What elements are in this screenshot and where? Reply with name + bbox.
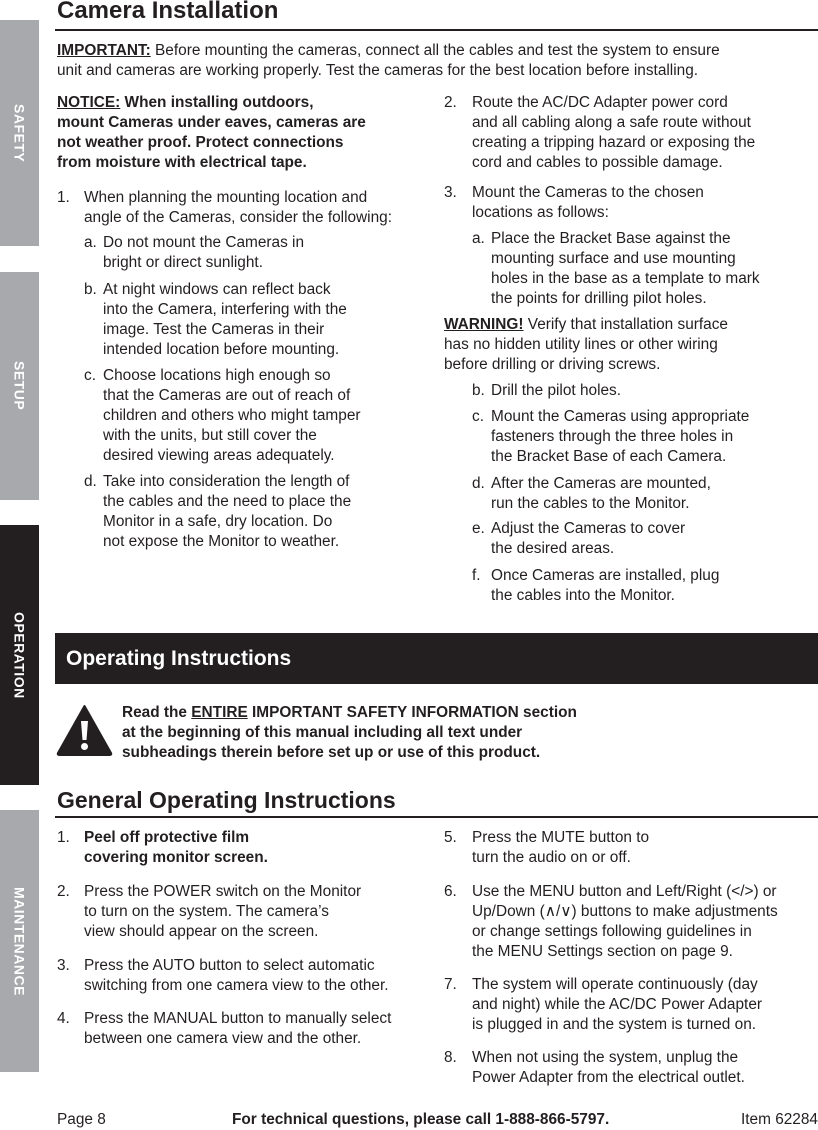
item-text: Choose locations high enough so that the Cameras are out of reach of children and others who might tamper with the units, but still cover the desired viewing areas adequately.	[103, 367, 361, 464]
notice	[57, 93, 366, 173]
item-text: Drill the pilot holes.	[491, 382, 622, 399]
side-tab-label: OPERATION	[11, 611, 28, 699]
support-phone: For technical questions, please call 1-888-866-5797.	[232, 1111, 610, 1128]
item-text: Use the MENU button and Left/Right (</>) or Up/Down (∧/∨) buttons to make adjustments or change settings following guidelines in the MENU Settings section on page 9.	[472, 883, 778, 960]
item-number-footer: Item 62284	[740, 1111, 818, 1128]
banner-title: Operating Instructions	[66, 647, 292, 670]
item-number: 8.	[444, 1049, 457, 1066]
side-tab-safety[interactable]	[0, 20, 39, 246]
notice-text: When installing outdoors, mount Cameras under eaves, cameras are not weather proof. Protect connections from moisture with electrical tape.	[57, 94, 366, 171]
item-text: Once Cameras are installed, plug the cables into the Monitor.	[491, 567, 720, 604]
safety-text: IMPORTANT SAFETY INFORMATION section at the beginning of this manual including all text under subheadings therein before set up or use of this product.	[122, 704, 577, 761]
item-number: 7.	[444, 976, 457, 993]
notice-label: NOTICE:	[57, 94, 121, 111]
item-number: b.	[472, 382, 485, 399]
item-number: a.	[84, 234, 97, 251]
item-number: e.	[472, 520, 485, 537]
item-number: c.	[472, 408, 484, 425]
warning-note	[444, 315, 728, 375]
section-title-camera-installation: Camera Installation	[57, 0, 279, 24]
item-number: 6.	[444, 883, 457, 900]
safety-info-notice	[122, 703, 577, 763]
side-tab-maintenance[interactable]	[0, 810, 39, 1072]
item-text: The system will operate continuously (day and night) while the AC/DC Power Adapter is plugged in and the system is turned on.	[472, 976, 763, 1033]
item-text: Mount the Cameras to the chosen locations as follows:	[472, 184, 704, 221]
safety-emphasis: ENTIRE	[191, 704, 248, 721]
side-tab-label: SETUP	[11, 361, 28, 411]
item-number: c.	[84, 367, 96, 384]
item-text: When planning the mounting location and angle of the Cameras, consider the following:	[84, 189, 392, 226]
item-number: 3.	[57, 957, 70, 974]
side-tab-label: MAINTENANCE	[11, 886, 28, 996]
item-number: 5.	[444, 829, 457, 846]
item-text: After the Cameras are mounted, run the cables to the Monitor.	[491, 475, 711, 512]
item-text: When not using the system, unplug the Power Adapter from the electrical outlet.	[472, 1049, 745, 1086]
warning-text: Verify that installation surface has no hidden utility lines or other wiring before drilling or driving screws.	[444, 316, 728, 373]
item-number: d.	[472, 475, 485, 492]
item-number: 3.	[444, 184, 457, 201]
important-label: IMPORTANT:	[57, 42, 151, 59]
side-tab-label: SAFETY	[11, 103, 28, 163]
page-number: Page 8	[57, 1111, 106, 1128]
item-text: Press the AUTO button to select automatic switching from one camera view to the other.	[84, 957, 389, 994]
item-text: At night windows can reflect back into the Camera, interfering with the image. Test the Cameras in their intended location before mounting.	[103, 281, 347, 358]
side-tab-operation[interactable]	[0, 525, 39, 785]
item-number: 4.	[57, 1010, 70, 1027]
item-number: 2.	[444, 94, 457, 111]
warning-triangle-icon	[56, 704, 113, 756]
item-text: Press the MUTE button to turn the audio on or off.	[472, 829, 650, 866]
item-number: 2.	[57, 883, 70, 900]
warning-label: WARNING!	[444, 316, 524, 333]
item-text: Route the AC/DC Adapter power cord and all cabling along a safe route without creating a tripping hazard or exposing the cord and cables to possible damage.	[472, 94, 756, 171]
section-title-general-operating: General Operating Instructions	[57, 787, 396, 813]
item-text: Press the POWER switch on the Monitor to turn on the system. The camera’s view should appear on the screen.	[84, 883, 362, 940]
divider	[55, 29, 818, 31]
side-tab-setup[interactable]	[0, 272, 39, 500]
item-number: f.	[472, 567, 481, 584]
item-text: Place the Bracket Base against the mounting surface and use mounting holes in the base as a template to mark the points for drilling pilot holes.	[491, 230, 760, 307]
item-number: 1.	[57, 829, 70, 846]
item-text: Press the MANUAL button to manually select between one camera view and the other.	[84, 1010, 392, 1047]
item-text: Take into consideration the length of the cables and the need to place the Monitor in a safe, dry location. Do not expose the Monitor to weather.	[103, 473, 352, 550]
divider	[55, 816, 818, 818]
item-number: d.	[84, 473, 97, 490]
item-number: 1.	[57, 189, 70, 206]
item-text: Mount the Cameras using appropriate fasteners through the three holes in the Bracket Base of each Camera.	[491, 408, 750, 465]
important-text: Before mounting the cameras, connect all the cables and test the system to ensure unit and cameras are working properly. Test the cameras for the best location before installing.	[57, 42, 720, 79]
item-text: Do not mount the Cameras in bright or direct sunlight.	[103, 234, 305, 271]
item-text: Peel off protective film covering monitor screen.	[84, 829, 268, 866]
item-number: b.	[84, 281, 97, 298]
safety-text: Read the	[122, 704, 192, 721]
section-banner-operating-instructions	[55, 633, 818, 684]
item-number: a.	[472, 230, 485, 247]
item-text: Adjust the Cameras to cover the desired areas.	[491, 520, 686, 557]
important-note	[57, 41, 720, 81]
